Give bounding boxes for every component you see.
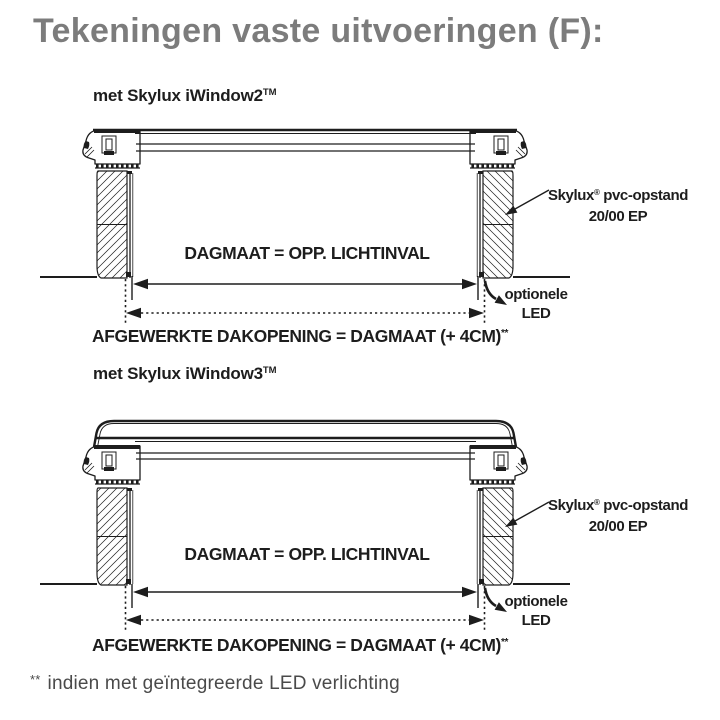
dakopening-dimension-arrow bbox=[126, 279, 485, 324]
dakopening-label: AFGEWERKTE DAKOPENING = DAGMAAT (+ 4CM)** bbox=[92, 326, 508, 346]
page-title: Tekeningen vaste uitvoeringen (F): bbox=[33, 12, 604, 50]
dakopening-label: AFGEWERKTE DAKOPENING = DAGMAAT (+ 4CM)** bbox=[92, 635, 508, 655]
registered-symbol: ® bbox=[593, 498, 600, 507]
optional-led-label: optionele LED bbox=[504, 593, 568, 629]
trademark-symbol: TM bbox=[262, 365, 277, 376]
dakopening-dimension-arrow bbox=[126, 586, 485, 631]
diagram1-heading bbox=[93, 86, 277, 106]
glazing-panel bbox=[93, 130, 517, 151]
dagmaat-dimension-arrow bbox=[132, 276, 478, 300]
diagram1-heading-text: met Skylux iWindow2 bbox=[93, 86, 263, 105]
frame-profile bbox=[83, 445, 140, 484]
footnote-reference: ** bbox=[500, 637, 508, 648]
diagram2-heading-text: met Skylux iWindow3 bbox=[93, 364, 263, 383]
footnote: ** indien met geïntegreerde LED verlichting bbox=[30, 672, 400, 694]
pvc-upstand-left bbox=[40, 445, 140, 585]
dagmaat-dimension-arrow bbox=[132, 584, 478, 608]
optional-led-label: optionele LED bbox=[504, 286, 568, 322]
footnote-reference: ** bbox=[500, 328, 508, 339]
frame-profile bbox=[83, 129, 140, 168]
footnote-marker: ** bbox=[30, 672, 41, 687]
dagmaat-label: DAGMAAT = OPP. LICHTINVAL bbox=[184, 243, 430, 263]
dagmaat-label: DAGMAAT = OPP. LICHTINVAL bbox=[184, 544, 430, 564]
pvc-opstand-label: Skylux® pvc-opstand 20/00 EP bbox=[547, 497, 688, 535]
glazing-panel bbox=[94, 421, 516, 459]
pvc-opstand-label: Skylux® pvc-opstand 20/00 EP bbox=[547, 187, 688, 225]
pvc-upstand-left bbox=[40, 129, 140, 278]
diagram2-heading bbox=[93, 364, 277, 384]
registered-symbol: ® bbox=[593, 188, 600, 197]
trademark-symbol: TM bbox=[262, 87, 277, 98]
